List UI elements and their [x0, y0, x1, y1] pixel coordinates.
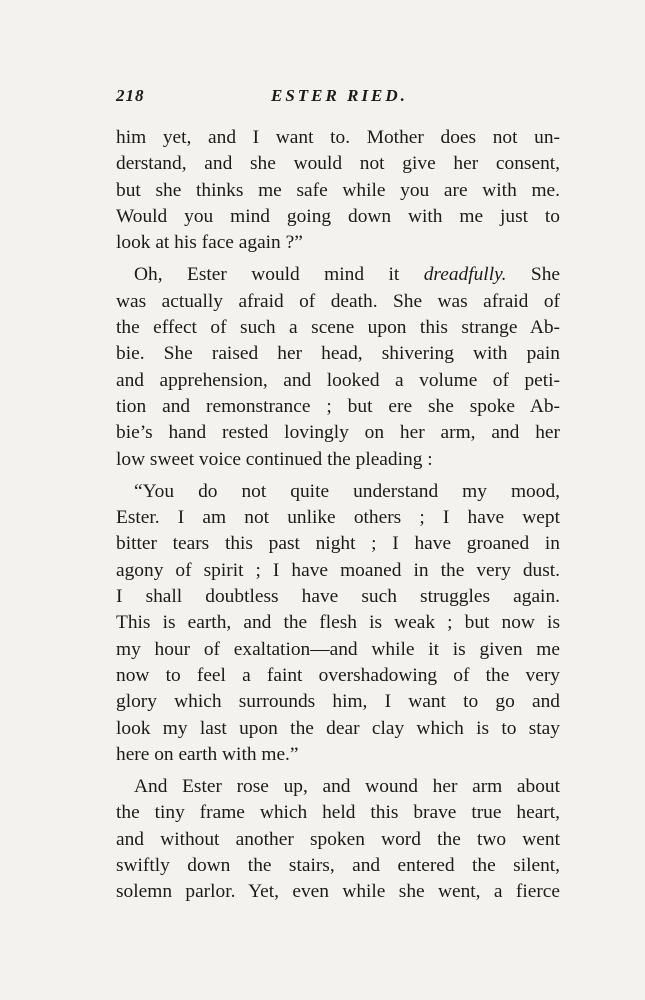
- text-line: bie’s hand rested lovingly on her arm, and her: [116, 422, 560, 444]
- text-line: but she thinks me safe while you are with me.: [116, 179, 560, 201]
- text-line: Would you mind going down with me just to: [116, 205, 560, 227]
- emphasis: dreadfully.: [423, 264, 507, 286]
- text-line: bitter tears this past night ; I have groaned in: [116, 533, 560, 555]
- text-line: the effect of such a scene upon this strange Ab-: [116, 317, 560, 339]
- text-line: my hour of exaltation—and while it is given me: [116, 638, 560, 660]
- text-line: was actually afraid of death. She was afraid of: [116, 290, 560, 312]
- text-line: agony of spirit ; I have moaned in the very dust.: [116, 559, 560, 581]
- text-line: bie. She raised her head, shivering with pain: [116, 343, 560, 365]
- text-line: and apprehension, and looked a volume of peti-: [116, 369, 560, 391]
- running-head: [116, 86, 560, 110]
- text-line: Ester. I am not unlike others ; I have wept: [116, 507, 560, 529]
- text-line: “You do not quite understand my mood,: [134, 480, 560, 502]
- text-line: him yet, and I want to. Mother does not un-: [116, 127, 560, 148]
- text-line: derstand, and she would not give her consent,: [116, 153, 560, 175]
- text-line: now to feel a faint overshadowing of the very: [116, 664, 560, 686]
- text-run: She: [506, 264, 560, 286]
- text-line: low sweet voice continued the pleading :: [116, 448, 433, 470]
- paragraph: [116, 774, 560, 905]
- paragraph: [116, 125, 560, 256]
- text-line: And Ester rose up, and wound her arm about: [134, 776, 560, 798]
- text-line: look at his face again ?”: [116, 232, 303, 254]
- text-run: Oh, Ester would mind it: [134, 264, 424, 286]
- text-line: [116, 262, 560, 288]
- text-line: swiftly down the stairs, and entered the silent,: [116, 855, 560, 877]
- text-line: and without another spoken word the two went: [116, 828, 560, 850]
- text-line: here on earth with me.”: [116, 743, 299, 765]
- paragraph: [116, 262, 560, 472]
- text-line: look my last upon the dear clay which is to stay: [116, 717, 560, 739]
- text-line: the tiny frame which held this brave true heart,: [116, 802, 560, 824]
- running-title: ESTER RIED.: [271, 86, 408, 105]
- body-text: [116, 125, 560, 906]
- page-number: 218: [116, 86, 145, 105]
- text-line: tion and remonstrance ; but ere she spoke Ab-: [116, 395, 560, 417]
- text-line: I shall doubtless have such struggles again.: [116, 586, 560, 608]
- text-line: solemn parlor. Yet, even while she went, a fierce: [116, 881, 560, 903]
- text-line: This is earth, and the flesh is weak ; but now is: [116, 612, 560, 634]
- paragraph: [116, 479, 560, 768]
- text-line: glory which surrounds him, I want to go and: [116, 691, 560, 713]
